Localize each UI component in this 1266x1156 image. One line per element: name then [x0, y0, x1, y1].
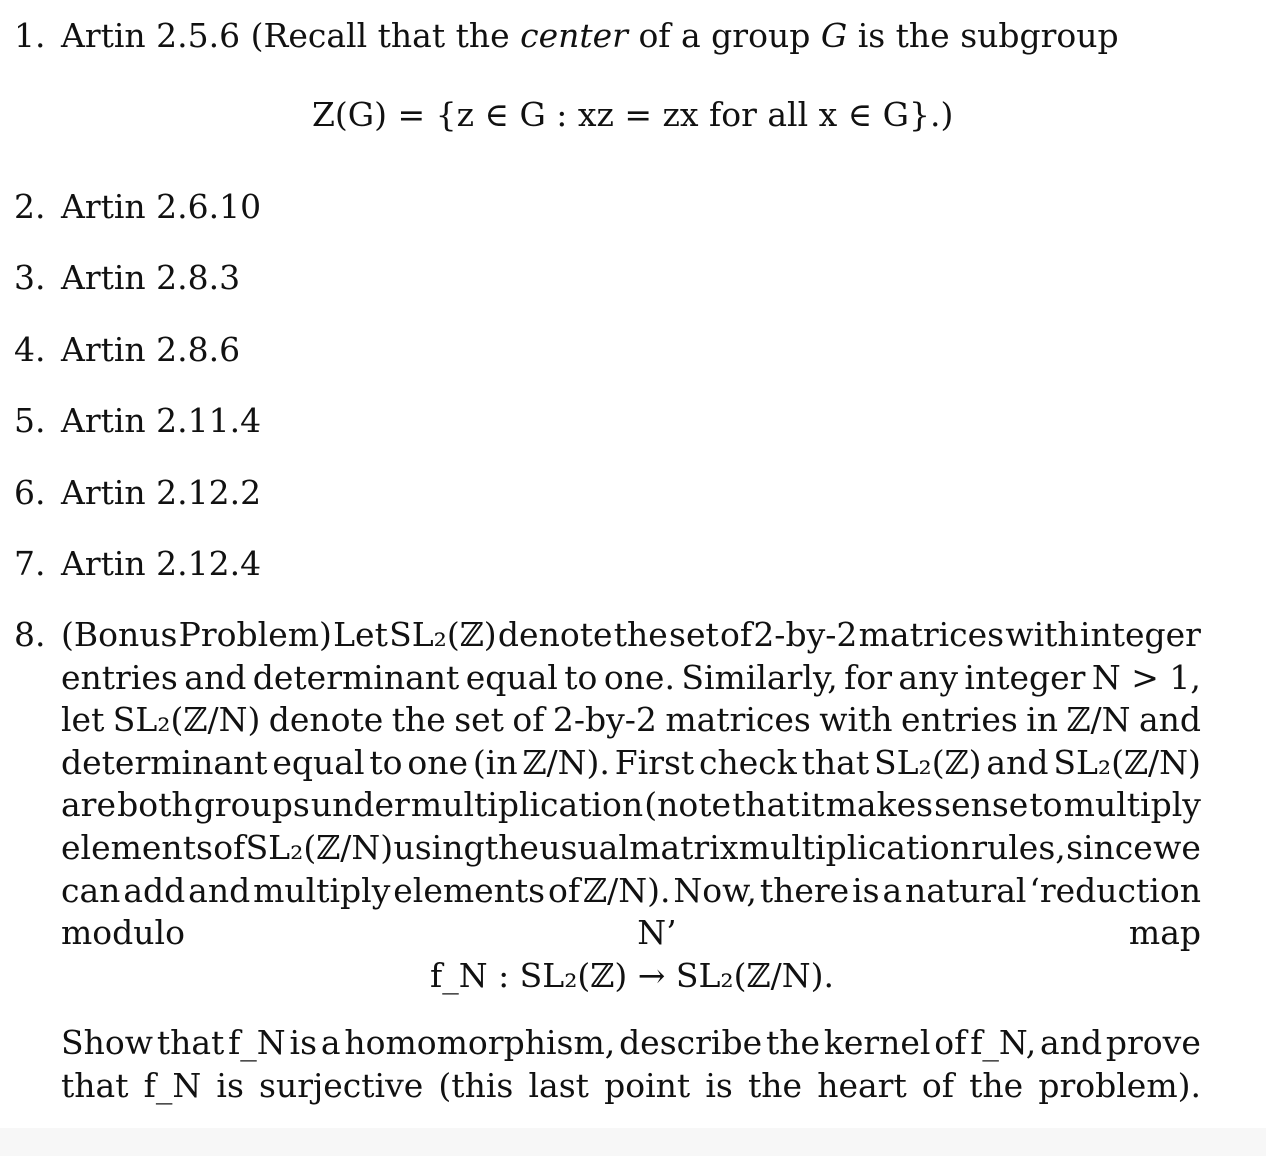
conclusion-word: a [320, 1023, 341, 1062]
problem-text: Artin 2.6.10 [61, 187, 262, 226]
problem-8-conclusion [61, 1022, 1201, 1107]
problem-4 [14, 332, 240, 368]
bonus-word: there [759, 870, 850, 910]
conclusion-word: describe [619, 1023, 763, 1062]
bonus-word: matrix [629, 827, 739, 867]
bonus-word: add [123, 870, 186, 910]
problem-8-text [61, 614, 1201, 955]
problem-text-continued: of a group [627, 16, 821, 55]
bonus-word: both [117, 785, 193, 825]
bonus-word: in [1026, 700, 1059, 740]
problem-text: Artin 2.5.6 (Recall that the [61, 16, 521, 55]
bonus-word: one [407, 742, 469, 782]
bonus-word: to [1029, 785, 1063, 825]
bonus-word: of [512, 700, 545, 740]
bonus-word: elements [61, 827, 213, 867]
bonus-word: the [391, 700, 446, 740]
bonus-word: SL₂(ℤ) [389, 615, 497, 654]
bonus-word: usual [539, 827, 629, 867]
bonus-word: 2-by-2 [753, 615, 858, 654]
center-formula [312, 97, 953, 133]
bonus-word: and [986, 742, 1049, 782]
bonus-line [61, 870, 1201, 913]
bonus-word: rules, [971, 827, 1066, 867]
bonus-line [61, 614, 1201, 657]
bonus-word: 2-by-2 [552, 700, 657, 740]
bonus-word: entries [900, 700, 1018, 740]
group-symbol: G [820, 16, 848, 55]
conclusion-line [61, 1022, 1201, 1065]
bonus-word: is [852, 870, 880, 910]
conclusion-word: the [765, 1023, 820, 1062]
problem-1 [14, 18, 1119, 54]
problem-3 [14, 260, 240, 296]
bonus-word: natural [905, 870, 1027, 910]
bonus-line [61, 827, 1201, 870]
conclusion-word: that [156, 1023, 225, 1062]
bonus-word: Now, [673, 870, 757, 910]
problem-number: 7. [14, 544, 46, 583]
bonus-word: SL₂(ℤ/N) [112, 700, 261, 740]
bonus-word: can [61, 870, 121, 910]
bonus-word: SL₂(ℤ) [873, 742, 982, 782]
problem-8-number: 8. [14, 615, 46, 654]
conclusion-word: prove [1105, 1023, 1201, 1062]
bonus-word: any [898, 657, 958, 697]
bonus-word: ℤ/N). [583, 870, 671, 910]
conclusion-word: kernel [823, 1023, 931, 1062]
reduction-map-formula [430, 958, 834, 994]
bonus-word: under [310, 785, 410, 825]
bonus-word: for [844, 657, 892, 697]
bonus-word: it [800, 785, 825, 825]
bonus-word: sense [934, 785, 1029, 825]
bonus-word: multiply [1063, 785, 1201, 825]
bonus-word: (note [644, 785, 732, 825]
problem-text: Artin 2.8.6 [61, 330, 241, 369]
bonus-word: elements [393, 870, 546, 910]
bonus-word: Problem) [178, 615, 332, 654]
problem-text: Artin 2.12.4 [61, 544, 262, 583]
problem-7 [14, 546, 261, 582]
problem-2 [14, 189, 261, 225]
bonus-word: to [564, 657, 598, 697]
bonus-word: determinant [61, 742, 268, 782]
bonus-word: (Bonus [61, 615, 178, 654]
problem-number: 1. [14, 16, 46, 55]
bonus-word: matrices [665, 700, 811, 740]
bonus-word: since [1066, 827, 1153, 867]
bonus-word: of [213, 827, 246, 867]
conclusion-word: f_N [228, 1023, 286, 1062]
bonus-word: entries [61, 657, 178, 697]
bonus-word: and [188, 870, 251, 910]
bonus-word: set [454, 700, 504, 740]
bonus-word: to [369, 742, 403, 782]
bonus-word: equal [272, 742, 365, 782]
bonus-last-line: modulo N’ map [61, 913, 1201, 953]
bonus-word: a [882, 870, 903, 910]
bonus-line [61, 784, 1201, 827]
bonus-word: multiplication [410, 785, 644, 825]
problem-text-tail: is the subgroup [847, 16, 1119, 55]
problem-number: 6. [14, 473, 46, 512]
bonus-word: denote [497, 615, 613, 654]
bonus-word: SL₂(ℤ/N) [245, 827, 394, 867]
bonus-word: and [1138, 700, 1201, 740]
bonus-word: First [614, 742, 695, 782]
bonus-word: Let [333, 615, 388, 654]
bonus-word: multiplication [738, 827, 971, 867]
bonus-line [61, 699, 1201, 742]
conclusion-word: is [289, 1023, 318, 1062]
bonus-word: multiply [253, 870, 391, 910]
bonus-word: N > 1, [1091, 657, 1201, 697]
bonus-word: SL₂(ℤ/N) [1053, 742, 1201, 782]
reduction-map-formula-text: f_N : SL₂(ℤ) → SL₂(ℤ/N). [430, 956, 834, 995]
bonus-word: that [801, 742, 870, 782]
emphasis-center: center [520, 16, 628, 55]
bonus-word: set [669, 615, 719, 654]
bonus-word: check [699, 742, 797, 782]
conclusion-word: f_N, [970, 1023, 1037, 1062]
conclusion-word: and [1040, 1023, 1103, 1062]
bonus-word: the [613, 615, 668, 654]
bonus-word: let [61, 700, 105, 740]
bonus-word: that [732, 785, 800, 825]
bonus-word: makes [825, 785, 934, 825]
problem-6 [14, 475, 261, 511]
problem-number: 3. [14, 258, 46, 297]
problem-5 [14, 403, 261, 439]
problem-text: Artin 2.12.2 [61, 473, 262, 512]
bonus-word: denote [268, 700, 384, 740]
page-bottom-margin [0, 1128, 1266, 1156]
bonus-word: and [184, 657, 247, 697]
problem-text: Artin 2.11.4 [61, 401, 262, 440]
problem-number: 2. [14, 187, 46, 226]
problem-text: Artin 2.8.3 [61, 258, 241, 297]
bonus-word: of [719, 615, 753, 654]
center-formula-text: Z(G) = {z ∈ G : xz = zx for all x ∈ G}.) [312, 95, 954, 134]
bonus-word: one. [603, 657, 675, 697]
bonus-word: integer [964, 657, 1086, 697]
bonus-word: groups [193, 785, 310, 825]
bonus-word: with [819, 700, 893, 740]
conclusion-last-line: that f_N is surjective (this last point is the heart of the problem). [61, 1065, 1201, 1105]
bonus-word: with [1005, 615, 1079, 654]
bonus-word: ℤ/N). [522, 742, 610, 782]
bonus-line [61, 742, 1201, 785]
conclusion-word: homomorphism, [344, 1023, 616, 1062]
bonus-word: are [61, 785, 116, 825]
problem-number: 4. [14, 330, 46, 369]
bonus-word: Similarly, [681, 657, 838, 697]
bonus-word: integer [1079, 615, 1201, 654]
bonus-word: using [393, 827, 485, 867]
bonus-word: (in [472, 742, 518, 782]
bonus-word: ‘reduction [1029, 870, 1201, 910]
bonus-word: the [484, 827, 539, 867]
bonus-word: we [1153, 827, 1201, 867]
bonus-line [61, 657, 1201, 700]
bonus-word: matrices [858, 615, 1005, 654]
bonus-word: of [548, 870, 581, 910]
bonus-word: determinant [252, 657, 460, 697]
conclusion-word: of [934, 1023, 967, 1062]
problem-number: 5. [14, 401, 46, 440]
conclusion-word: Show [61, 1023, 153, 1062]
bonus-word: ℤ/N [1066, 700, 1131, 740]
bonus-word: equal [465, 657, 558, 697]
